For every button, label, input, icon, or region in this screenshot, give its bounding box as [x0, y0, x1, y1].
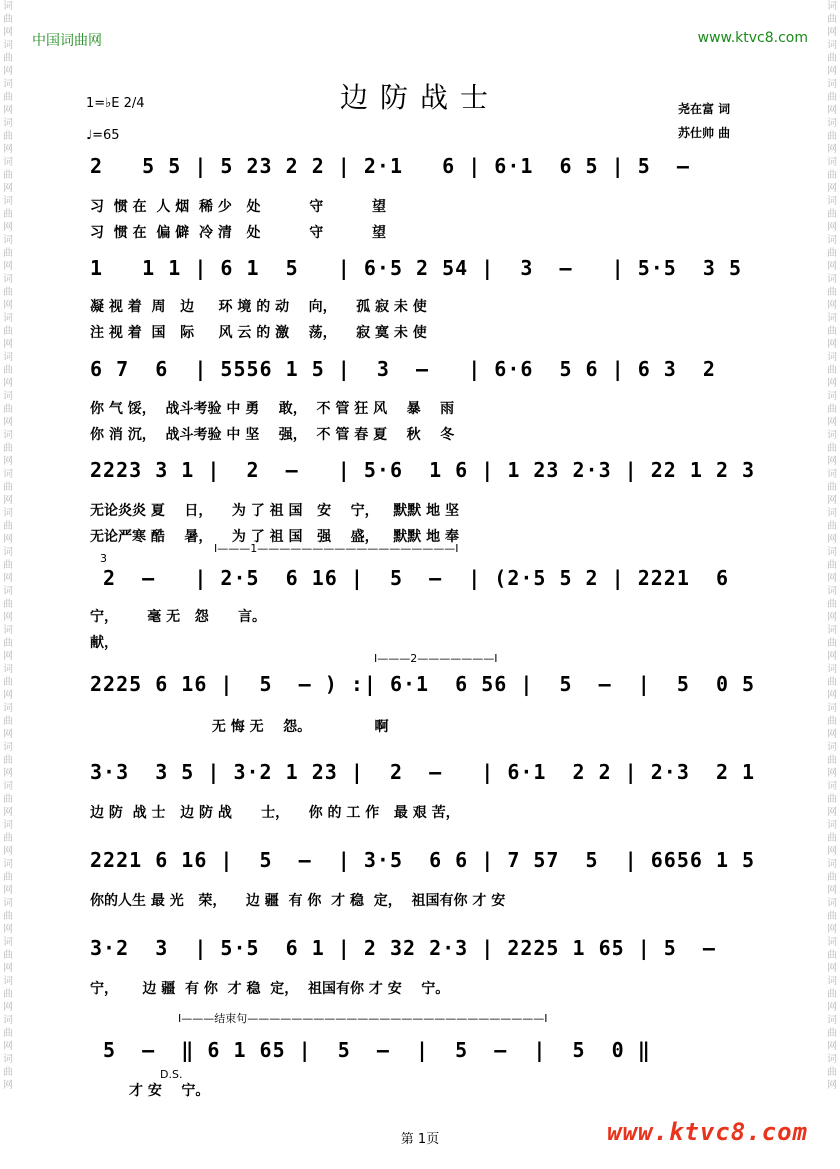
- watermark-char: 词: [3, 898, 13, 909]
- watermark-char: 网: [3, 144, 13, 155]
- watermark-char: 词: [827, 313, 837, 324]
- watermark-char: 词: [3, 625, 13, 636]
- lyricist-credit: 尧在富 词: [678, 102, 731, 116]
- watermark-char: 词: [827, 508, 837, 519]
- watermark-char: 网: [827, 300, 837, 311]
- lyric-line: 你 气 馁， 战斗考验 中 勇 敢， 不 管 狂 风 暴 雨: [90, 401, 455, 417]
- watermark-right: [824, 0, 840, 1169]
- watermark-char: 曲: [827, 833, 837, 844]
- watermark-char: 曲: [827, 716, 837, 727]
- watermark-char: 网: [827, 378, 837, 389]
- watermark-char: 词: [827, 625, 837, 636]
- site-url[interactable]: www.ktvc8.com: [697, 30, 808, 46]
- watermark-char: 词: [3, 1, 13, 12]
- key-signature: 1=♭E 2/4: [86, 96, 145, 111]
- watermark-char: 曲: [3, 755, 13, 766]
- watermark-char: 曲: [3, 14, 13, 25]
- watermark-char: 词: [3, 781, 13, 792]
- watermark-char: 网: [827, 417, 837, 428]
- watermark-char: 网: [827, 66, 837, 77]
- notation-row: 1 1 1 | 6 1 5 | 6·5 2 54 | 3 – | 5·5 3 5: [90, 256, 743, 280]
- watermark-char: 曲: [827, 911, 837, 922]
- watermark-char: 网: [3, 261, 13, 272]
- lyric-line: 无论炎炎 夏 日， 为 了 祖 国 安 宁， 默默 地 坚: [90, 503, 459, 519]
- watermark-char: 曲: [3, 794, 13, 805]
- watermark-char: 词: [3, 313, 13, 324]
- watermark-char: 网: [3, 612, 13, 623]
- watermark-char: 网: [827, 456, 837, 467]
- watermark-char: 曲: [3, 950, 13, 961]
- lyric-line: 习 惯 在 偏 僻 冷 清 处 守 望: [90, 225, 386, 241]
- watermark-char: 网: [3, 1041, 13, 1052]
- watermark-char: 词: [3, 664, 13, 675]
- watermark-char: 词: [827, 235, 837, 246]
- watermark-char: 词: [827, 274, 837, 285]
- watermark-char: 网: [3, 378, 13, 389]
- watermark-char: 曲: [3, 443, 13, 454]
- watermark-char: 网: [3, 690, 13, 701]
- watermark-char: 词: [827, 1015, 837, 1026]
- watermark-char: 网: [3, 885, 13, 896]
- watermark-char: 曲: [3, 209, 13, 220]
- lyric-line: 无 悔 无 怨。 啊: [90, 719, 389, 735]
- watermark-char: 曲: [3, 170, 13, 181]
- watermark-char: 词: [827, 937, 837, 948]
- watermark-char: 曲: [827, 521, 837, 532]
- watermark-char: 词: [827, 742, 837, 753]
- watermark-char: 词: [827, 40, 837, 51]
- watermark-char: 网: [827, 261, 837, 272]
- watermark-char: 词: [3, 79, 13, 90]
- watermark-char: 词: [827, 391, 837, 402]
- watermark-char: 曲: [827, 287, 837, 298]
- watermark-char: 曲: [827, 989, 837, 1000]
- watermark-char: 词: [827, 781, 837, 792]
- watermark-char: 网: [3, 105, 13, 116]
- watermark-char: 词: [3, 196, 13, 207]
- watermark-char: 网: [827, 807, 837, 818]
- page-number: 第 1页: [400, 1132, 440, 1147]
- watermark-char: 词: [827, 118, 837, 129]
- watermark-char: 曲: [827, 872, 837, 883]
- watermark-char: 曲: [827, 950, 837, 961]
- ending-bracket: I———结束句———————————————————————————I: [178, 1012, 548, 1025]
- watermark-char: 曲: [3, 92, 13, 103]
- watermark-char: 词: [827, 703, 837, 714]
- composer-credit: 苏仕帅 曲: [678, 126, 731, 140]
- watermark-char: 网: [3, 807, 13, 818]
- watermark-char: 曲: [3, 482, 13, 493]
- lyric-line: 你的人生 最 光 荣， 边 疆 有 你 才 稳 定， 祖国有你 才 安: [90, 893, 506, 909]
- notation-row: 5 – ‖ 6 1 65 | 5 – | 5 – | 5 0 ‖: [90, 1038, 651, 1062]
- tempo-marking: ♩=65: [86, 128, 120, 143]
- watermark-char: 词: [3, 40, 13, 51]
- watermark-char: 网: [3, 183, 13, 194]
- watermark-char: 曲: [827, 92, 837, 103]
- notation-row: 3·3 3 5 | 3·2 1 23 | 2 – | 6·1 2 2 | 2·3 2 1: [90, 760, 756, 784]
- watermark-char: 词: [827, 157, 837, 168]
- watermark-char: 曲: [827, 443, 837, 454]
- watermark-char: 网: [3, 1002, 13, 1013]
- watermark-char: 网: [3, 66, 13, 77]
- watermark-char: 网: [827, 27, 837, 38]
- notation-row: 2225 6 16 | 5 – ) :| 6·1 6 56 | 5 – | 5 0 5: [90, 672, 756, 696]
- watermark-char: 网: [3, 573, 13, 584]
- lyric-line: 你 消 沉， 战斗考验 中 坚 强， 不 管 春 夏 秋 冬: [90, 427, 455, 443]
- watermark-char: 网: [827, 885, 837, 896]
- watermark-char: 网: [827, 1080, 837, 1091]
- watermark-char: 网: [827, 222, 837, 233]
- watermark-char: 词: [3, 1054, 13, 1065]
- watermark-char: 曲: [827, 755, 837, 766]
- watermark-char: 词: [827, 352, 837, 363]
- watermark-char: 词: [3, 508, 13, 519]
- watermark-char: 曲: [827, 482, 837, 493]
- watermark-char: 词: [827, 586, 837, 597]
- watermark-char: 网: [3, 27, 13, 38]
- watermark-char: 词: [3, 235, 13, 246]
- volta-bracket: I———2———————I: [374, 652, 498, 665]
- watermark-char: 曲: [3, 53, 13, 64]
- watermark-char: 曲: [3, 131, 13, 142]
- watermark-char: 网: [827, 495, 837, 506]
- watermark-char: 网: [827, 768, 837, 779]
- watermark-char: 曲: [3, 833, 13, 844]
- lyric-line: 习 惯 在 人 烟 稀 少 处 守 望: [90, 199, 386, 215]
- watermark-char: 词: [827, 430, 837, 441]
- watermark-char: 词: [3, 547, 13, 558]
- watermark-char: 网: [827, 846, 837, 857]
- ds-marking: D.S.: [160, 1068, 183, 1081]
- watermark-char: 词: [827, 898, 837, 909]
- watermark-char: 网: [3, 963, 13, 974]
- watermark-char: 曲: [827, 638, 837, 649]
- watermark-char: 网: [827, 612, 837, 623]
- notation-row: 2221 6 16 | 5 – | 3·5 6 6 | 7 57 5 | 6656 1 5: [90, 848, 756, 872]
- watermark-char: 词: [827, 1, 837, 12]
- watermark-char: 网: [3, 924, 13, 935]
- lyric-line: 宁， 毫 无 怨 言。: [90, 609, 266, 625]
- watermark-char: 曲: [3, 326, 13, 337]
- lyric-line: 献，: [90, 635, 118, 651]
- watermark-char: 曲: [827, 1028, 837, 1039]
- watermark-char: 词: [3, 391, 13, 402]
- watermark-char: 词: [3, 469, 13, 480]
- watermark-char: 网: [827, 729, 837, 740]
- watermark-char: 词: [827, 976, 837, 987]
- watermark-char: 网: [3, 768, 13, 779]
- watermark-char: 网: [827, 534, 837, 545]
- watermark-char: 网: [827, 339, 837, 350]
- triplet-mark: 3: [100, 552, 107, 565]
- watermark-char: 网: [3, 534, 13, 545]
- watermark-char: 网: [3, 339, 13, 350]
- watermark-char: 词: [3, 274, 13, 285]
- site-name[interactable]: 中国词曲网: [32, 33, 102, 49]
- watermark-char: 网: [827, 651, 837, 662]
- watermark-char: 网: [827, 924, 837, 935]
- watermark-char: 网: [827, 1002, 837, 1013]
- watermark-char: 曲: [3, 677, 13, 688]
- watermark-char: 曲: [3, 560, 13, 571]
- lyric-line: 才 安 宁。: [90, 1083, 210, 1099]
- watermark-char: 曲: [827, 365, 837, 376]
- watermark-char: 网: [3, 1080, 13, 1091]
- lyric-line: 注 视 着 国 际 风 云 的 激 荡， 寂 寞 未 使: [90, 325, 427, 341]
- notation-row: 3·2 3 | 5·5 6 1 | 2 32 2·3 | 2225 1 65 | 5 –: [90, 936, 716, 960]
- watermark-char: 曲: [827, 53, 837, 64]
- watermark-char: 网: [827, 105, 837, 116]
- watermark-char: 曲: [3, 1028, 13, 1039]
- watermark-char: 曲: [3, 365, 13, 376]
- watermark-char: 曲: [827, 131, 837, 142]
- watermark-char: 曲: [3, 872, 13, 883]
- watermark-char: 曲: [3, 599, 13, 610]
- watermark-char: 词: [827, 820, 837, 831]
- watermark-char: 曲: [827, 560, 837, 571]
- watermark-char: 曲: [3, 248, 13, 259]
- watermark-char: 网: [3, 651, 13, 662]
- watermark-char: 网: [827, 144, 837, 155]
- watermark-left: [0, 0, 16, 1169]
- watermark-char: 曲: [827, 209, 837, 220]
- song-title: 边防战士: [339, 81, 500, 114]
- watermark-char: 网: [3, 729, 13, 740]
- watermark-char: 网: [3, 456, 13, 467]
- watermark-char: 词: [3, 118, 13, 129]
- notation-row: 2 – | 2·5 6 16 | 5 – | (2·5 5 2 | 2221 6: [90, 566, 730, 590]
- watermark-char: 词: [3, 157, 13, 168]
- watermark-char: 词: [827, 547, 837, 558]
- watermark-char: 网: [3, 846, 13, 857]
- watermark-char: 词: [3, 859, 13, 870]
- watermark-char: 词: [3, 352, 13, 363]
- site-logo: www.ktvc8.com: [607, 1118, 808, 1146]
- watermark-char: 曲: [827, 404, 837, 415]
- watermark-char: 网: [3, 495, 13, 506]
- watermark-char: 曲: [827, 248, 837, 259]
- watermark-char: 曲: [827, 326, 837, 337]
- watermark-char: 网: [3, 222, 13, 233]
- watermark-char: 网: [827, 690, 837, 701]
- watermark-char: 曲: [3, 521, 13, 532]
- watermark-char: 曲: [3, 638, 13, 649]
- watermark-char: 曲: [3, 404, 13, 415]
- watermark-char: 曲: [3, 287, 13, 298]
- lyric-line: 凝 视 着 周 边 环 境 的 动 向， 孤 寂 未 使: [90, 299, 427, 315]
- watermark-char: 词: [827, 664, 837, 675]
- watermark-char: 词: [827, 859, 837, 870]
- watermark-char: 曲: [3, 1067, 13, 1078]
- watermark-char: 词: [3, 820, 13, 831]
- watermark-char: 词: [3, 742, 13, 753]
- lyric-line: 边 防 战 士 边 防 战 士， 你 的 工 作 最 艰 苦，: [90, 805, 460, 821]
- watermark-char: 曲: [827, 677, 837, 688]
- watermark-char: 网: [827, 573, 837, 584]
- lyric-line: 宁， 边 疆 有 你 才 稳 定， 祖国有你 才 安 宁。: [90, 981, 450, 997]
- watermark-char: 词: [3, 976, 13, 987]
- notation-row: 2 5 5 | 5 23 2 2 | 2·1 6 | 6·1 6 5 | 5 –: [90, 154, 690, 178]
- watermark-char: 词: [3, 703, 13, 714]
- watermark-char: 曲: [3, 989, 13, 1000]
- watermark-char: 网: [827, 1041, 837, 1052]
- watermark-char: 曲: [827, 599, 837, 610]
- watermark-char: 词: [827, 196, 837, 207]
- watermark-char: 网: [827, 963, 837, 974]
- volta-bracket: I———1——————————————————I: [214, 542, 459, 555]
- notation-row: 2223 3 1 | 2 – | 5·6 1 6 | 1 23 2·3 | 22 1 2 3: [90, 458, 756, 482]
- watermark-char: 网: [3, 300, 13, 311]
- watermark-char: 词: [3, 586, 13, 597]
- watermark-char: 曲: [827, 1067, 837, 1078]
- watermark-char: 词: [3, 430, 13, 441]
- watermark-char: 词: [827, 469, 837, 480]
- watermark-char: 曲: [3, 911, 13, 922]
- watermark-char: 词: [3, 1015, 13, 1026]
- watermark-char: 词: [3, 937, 13, 948]
- watermark-char: 网: [3, 417, 13, 428]
- watermark-char: 网: [827, 183, 837, 194]
- watermark-char: 曲: [3, 716, 13, 727]
- watermark-char: 曲: [827, 170, 837, 181]
- watermark-char: 曲: [827, 14, 837, 25]
- notation-row: 6 7 6 | 5556 1 5 | 3 – | 6·6 5 6 | 6 3 2: [90, 357, 716, 381]
- watermark-char: 词: [827, 1054, 837, 1065]
- watermark-char: 词: [827, 79, 837, 90]
- watermark-char: 曲: [827, 794, 837, 805]
- lyric-line: 无论严寒 酷 暑， 为 了 祖 国 强 盛， 默默 地 奉: [90, 529, 459, 545]
